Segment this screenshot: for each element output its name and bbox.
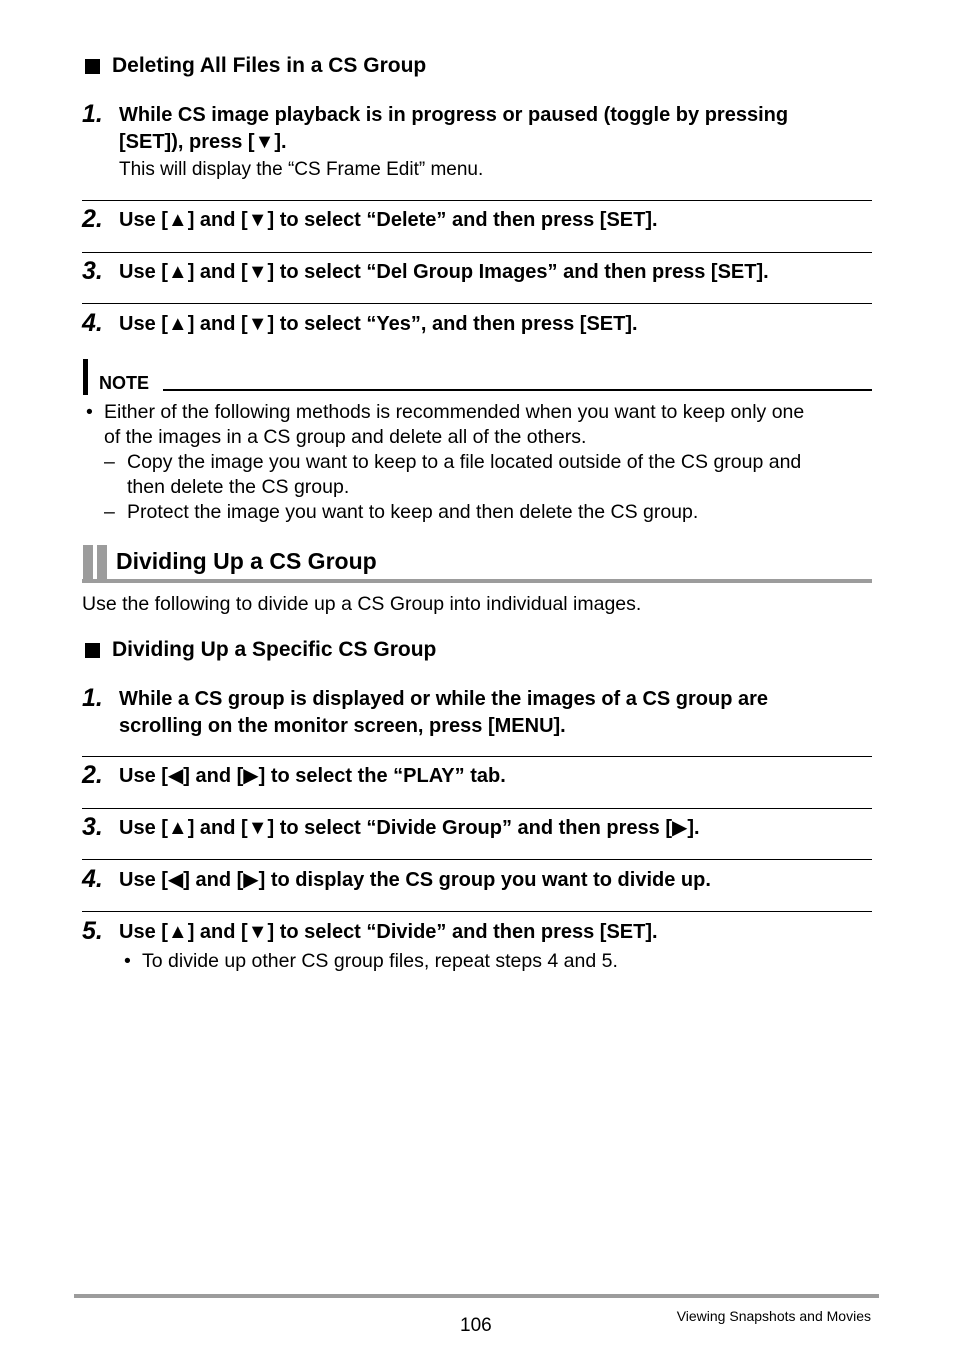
note-rule (163, 389, 872, 391)
step-text-line: scrolling on the monitor screen, press [MENU]. (119, 715, 566, 737)
step-number: 1. (82, 100, 103, 128)
square-bullet-icon (85, 59, 100, 74)
note-subitem-line: Copy the image you want to keep to a file located outside of the CS group and (127, 451, 802, 473)
step-text-line: [SET]), press [▼]. (119, 131, 287, 153)
note-label: NOTE (99, 373, 150, 393)
note-bar-icon (83, 359, 88, 395)
divider (82, 252, 872, 253)
step-number: 4. (82, 865, 103, 893)
note-subitem-line: Protect the image you want to keep and then delete the CS group. (127, 501, 699, 523)
step-text: Use [◀] and [▶] to display the CS group you want to divide up. (119, 869, 711, 891)
step-text: Use [▲] and [▼] to select “Del Group Images” and then press [SET]. (119, 261, 769, 283)
step-text-line: While CS image playback is in progress or paused (toggle by pressing (119, 104, 789, 126)
divider (82, 911, 872, 912)
divider (82, 808, 872, 809)
dash-icon: – (104, 501, 115, 523)
square-bullet-icon (85, 643, 100, 658)
heading-bar-icon (83, 545, 93, 580)
step-text: Use [▲] and [▼] to select “Divide” and then press [SET]. (119, 921, 658, 943)
chapter-title: Viewing Snapshots and Movies (676, 1308, 871, 1324)
step-number: 3. (82, 813, 103, 841)
step-description: This will display the “CS Frame Edit” menu. (119, 159, 484, 180)
dash-icon: – (104, 451, 115, 473)
heading-underline (82, 579, 872, 583)
step-text: Use [▲] and [▼] to select “Delete” and then press [SET]. (119, 209, 658, 231)
divider (82, 756, 872, 757)
step-text: Use [◀] and [▶] to select the “PLAY” tab. (119, 765, 506, 787)
step-subitem: To divide up other CS group files, repeat steps 4 and 5. (142, 950, 618, 972)
step-number: 2. (82, 205, 103, 233)
step-text-line: While a CS group is displayed or while the images of a CS group are (119, 688, 769, 710)
page-number: 106 (460, 1315, 492, 1336)
subheading-text: Deleting All Files in a CS Group (112, 54, 427, 77)
step-number: 4. (82, 309, 103, 337)
section-heading: Dividing Up a CS Group (116, 548, 377, 574)
subheading-delete-all (85, 54, 426, 78)
step-number: 3. (82, 257, 103, 285)
step-number: 5. (82, 917, 103, 945)
step-text: Use [▲] and [▼] to select “Divide Group” and then press [▶]. (119, 817, 700, 839)
note-text-line: Either of the following methods is recommended when you want to keep only one (104, 401, 805, 423)
intro-text: Use the following to divide up a CS Group into individual images. (82, 593, 642, 615)
step-text: Use [▲] and [▼] to select “Yes”, and then press [SET]. (119, 313, 638, 335)
bullet-icon: • (86, 401, 93, 423)
note-subitem-line: then delete the CS group. (127, 476, 350, 498)
bullet-icon: • (124, 950, 131, 972)
heading-bar-icon (97, 545, 107, 580)
step-number: 2. (82, 761, 103, 789)
note-text-line: of the images in a CS group and delete all of the others. (104, 426, 587, 448)
footer-rule (74, 1294, 879, 1298)
subheading-text: Dividing Up a Specific CS Group (112, 638, 437, 661)
divider (82, 859, 872, 860)
subheading-divide-specific (85, 638, 436, 662)
divider (82, 303, 872, 304)
divider (82, 200, 872, 201)
step-number: 1. (82, 684, 103, 712)
